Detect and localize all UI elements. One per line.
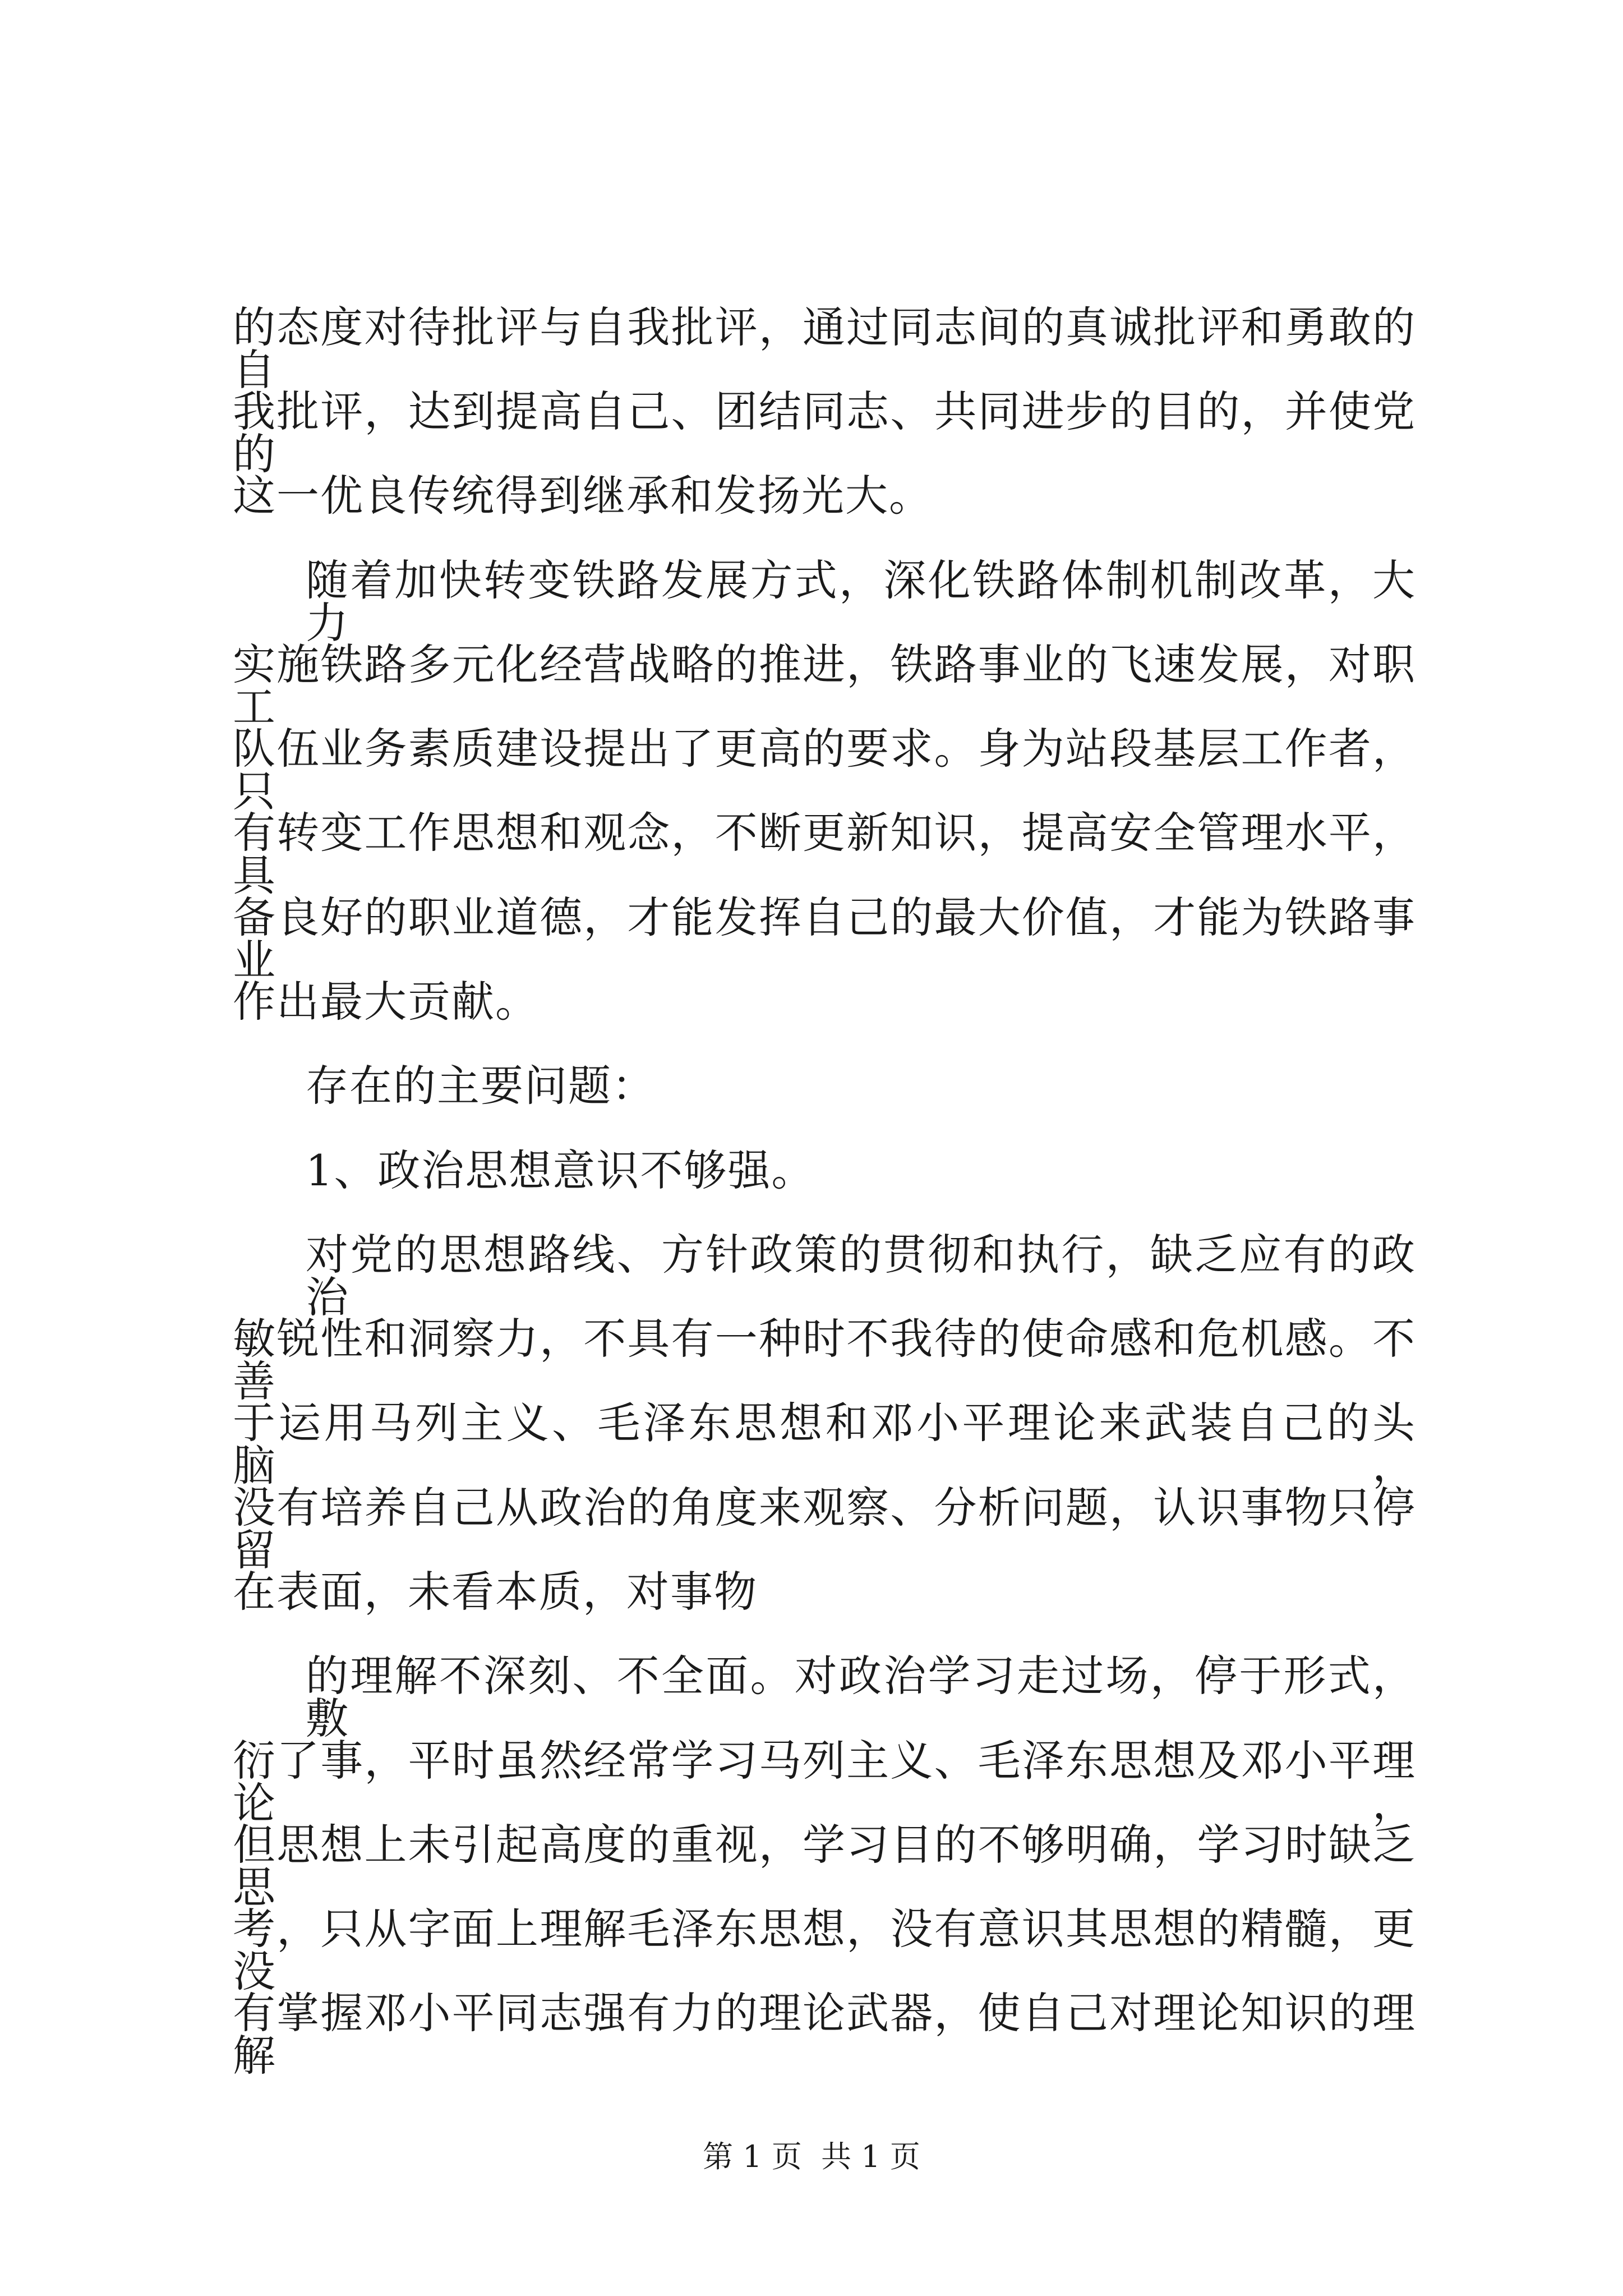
text-line: 实施铁路多元化经营战略的推进，铁路事业的飞速发展，对职工 (233, 639, 1416, 732)
text-line: 作出最大贡献。 (233, 977, 539, 1027)
text-line: 1、政治思想意识不够强。 (306, 1145, 815, 1195)
text-line: 在表面，未看本质，对事物 (233, 1567, 758, 1617)
text-line: 的态度对待批评与自我批评，通过同志间的真诚批评和勇敢的自 (233, 302, 1416, 395)
text-line: 我批评，达到提高自己、团结同志、共同进步的目的，并使党的 (233, 386, 1416, 479)
text-line: 队伍业务素质建设提出了更高的要求。身为站段基层工作者，只 (233, 724, 1416, 816)
text-line: 备良好的职业道德，才能发挥自己的最大价值，才能为铁路事业 (233, 892, 1416, 985)
text-line: 的理解不深刻、不全面。对政治学习走过场，停于形式，敷 (306, 1651, 1416, 1743)
text-line: 没有培养自己从政治的角度来观察、分析问题，认识事物只停留 (233, 1483, 1416, 1575)
text-line: 随着加快转变铁路发展方式，深化铁路体制机制改革，大力 (306, 555, 1416, 648)
text-line: 有掌握邓小平同志强有力的理论武器，使自己对理论知识的理解 (233, 1988, 1416, 2081)
text-line: 这一优良传统得到继承和发扬光大。 (233, 471, 933, 521)
text-line: 但思想上未引起高度的重视，学习目的不够明确，学习时缺乏思 (233, 1820, 1416, 1912)
text-line: 衍了事，平时虽然经常学习马列主义、毛泽东思想及邓小平理论， (233, 1736, 1416, 1828)
text-line: 有转变工作思想和观念，不断更新知识，提高安全管理水平，具 (233, 808, 1416, 900)
text-line: 考，只从字面上理解毛泽东思想，没有意识其思想的精髓，更没 (233, 1904, 1416, 1996)
text-line: 存在的主要问题： (306, 1061, 656, 1111)
text-line: 敏锐性和洞察力，不具有一种时不我待的使命感和危机感。不善 (233, 1314, 1416, 1406)
page-footer: 第 1 页 共 1 页 (703, 2139, 920, 2174)
text-line: 对党的思想路线、方针政策的贯彻和执行，缺乏应有的政治 (306, 1230, 1416, 1322)
text-line: 于运用马列主义、毛泽东思想和邓小平理论来武装自己的头脑， (233, 1398, 1416, 1490)
